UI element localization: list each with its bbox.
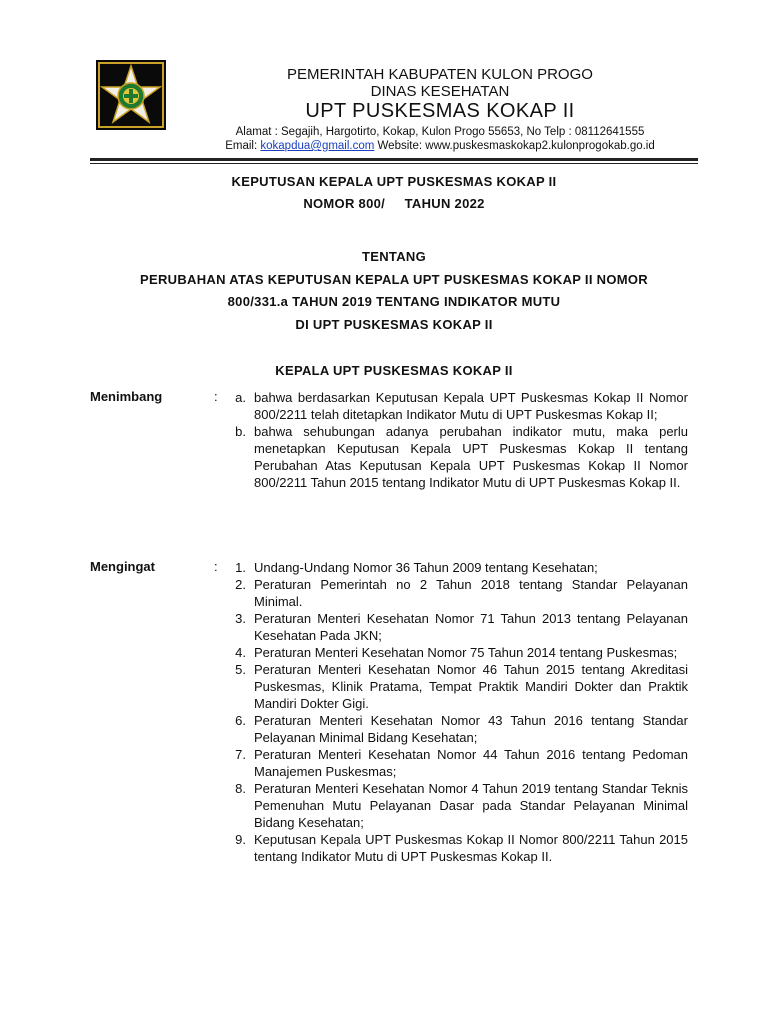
list-item-marker: 8. <box>235 781 246 796</box>
list-item-text: Keputusan Kepala UPT Puskesmas Kokap II Nomor 800/2211 Tahun 2015 tentang Indikator Mutu di UPT Puskesmas Kokap II. <box>254 832 688 864</box>
list-item <box>226 389 688 423</box>
list-item-text: Peraturan Menteri Kesehatan Nomor 46 Tahun 2015 tentang Akreditasi Puskesmas, Klinik Pratama, Tempat Praktik Mandiri Dokter dan Praktik Mandiri Dokter Gigi. <box>254 662 688 711</box>
list-item-marker: 2. <box>235 577 246 592</box>
email-label: Email: <box>225 140 261 152</box>
letterhead <box>180 66 700 153</box>
mengingat-colon: : <box>214 559 218 574</box>
list-item <box>226 831 688 865</box>
email-link[interactable]: kokapdua@gmail.com <box>260 140 375 152</box>
decree-title: KEPUTUSAN KEPALA UPT PUSKESMAS KOKAP II <box>231 174 557 189</box>
list-item-marker: 6. <box>235 713 246 728</box>
decree-number: NOMOR 800/ TAHUN 2022 <box>303 196 485 211</box>
list-item-text: Undang-Undang Nomor 36 Tahun 2009 tentang Kesehatan; <box>254 560 598 575</box>
list-item-text: Peraturan Menteri Kesehatan Nomor 44 Tahun 2016 tentang Pedoman Manajemen Puskesmas; <box>254 747 688 779</box>
list-item-marker: 3. <box>235 611 246 626</box>
letterhead-contact <box>180 139 700 153</box>
mengingat-list <box>226 559 688 865</box>
mengingat-label: Mengingat <box>90 559 155 574</box>
list-item-text: Peraturan Pemerintah no 2 Tahun 2018 tentang Standar Pelayanan Minimal. <box>254 577 688 609</box>
decree-issuer: KEPALA UPT PUSKESMAS KOKAP II <box>275 363 513 378</box>
letterhead-government: PEMERINTAH KABUPATEN KULON PROGO <box>287 66 593 83</box>
list-item-text: Peraturan Menteri Kesehatan Nomor 43 Tahun 2016 tentang Standar Pelayanan Minimal Bidang Kesehatan; <box>254 713 688 745</box>
decree-subject-line-2: 800/331.a TAHUN 2019 TENTANG INDIKATOR MUTU <box>227 294 561 309</box>
list-item-text: Peraturan Menteri Kesehatan Nomor 4 Tahun 2019 tentang Standar Teknis Pemenuhan Mutu Pelayanan Dasar pada Standar Pelayanan Minimal Bidang Kesehatan; <box>254 781 688 830</box>
list-item-marker: 7. <box>235 747 246 762</box>
letterhead-divider-thin <box>90 163 698 164</box>
list-item-text: Peraturan Menteri Kesehatan Nomor 71 Tahun 2013 tentang Pelayanan Kesehatan Pada JKN; <box>254 611 688 643</box>
list-item <box>226 644 688 661</box>
puskesmas-emblem-icon <box>96 60 166 130</box>
list-item <box>226 780 688 831</box>
list-item-text: bahwa sehubungan adanya perubahan indikator mutu, maka perlu menetapkan Keputusan Kepala UPT Puskesmas Kokap II tentang Perubahan Atas Keputusan Kepala UPT Puskesmas Kokap II Nomor 800/2211 Tahun 2015 tentang Indikator Mutu di UPT Puskesmas Kokap II. <box>254 424 688 490</box>
menimbang-label: Menimbang <box>90 389 163 404</box>
letterhead-department: DINAS KESEHATAN <box>370 83 510 100</box>
website-text: Website: www.puskesmaskokap2.kulonprogokab.go.id <box>374 140 655 152</box>
list-item-marker: a. <box>235 390 246 405</box>
list-item-text: Peraturan Menteri Kesehatan Nomor 75 Tahun 2014 tentang Puskesmas; <box>254 645 678 660</box>
list-item-marker: 4. <box>235 645 246 660</box>
list-item <box>226 661 688 712</box>
decree-subject-line-1: PERUBAHAN ATAS KEPUTUSAN KEPALA UPT PUSKESMAS KOKAP II NOMOR <box>140 272 648 287</box>
list-item-marker: b. <box>235 424 246 439</box>
list-item <box>226 423 688 491</box>
list-item <box>226 746 688 780</box>
list-item-marker: 9. <box>235 832 246 847</box>
decree-subject-line-3: DI UPT PUSKESMAS KOKAP II <box>295 317 493 332</box>
list-item <box>226 559 688 576</box>
menimbang-colon: : <box>214 389 218 404</box>
list-item-marker: 1. <box>235 560 246 575</box>
list-item-text: bahwa berdasarkan Keputusan Kepala UPT Puskesmas Kokap II Nomor 800/2211 telah ditetapkan Indikator Mutu di UPT Puskesmas Kokap II; <box>254 390 688 422</box>
menimbang-list <box>226 389 688 491</box>
letterhead-divider <box>90 158 698 161</box>
list-item <box>226 610 688 644</box>
list-item <box>226 712 688 746</box>
decree-tentang: TENTANG <box>362 249 426 264</box>
letterhead-address: Alamat : Segajih, Hargotirto, Kokap, Kulon Progo 55653, No Telp : 08112641555 <box>235 126 645 138</box>
letterhead-institution: UPT PUSKESMAS KOKAP II <box>305 100 575 122</box>
list-item-marker: 5. <box>235 662 246 677</box>
list-item <box>226 576 688 610</box>
